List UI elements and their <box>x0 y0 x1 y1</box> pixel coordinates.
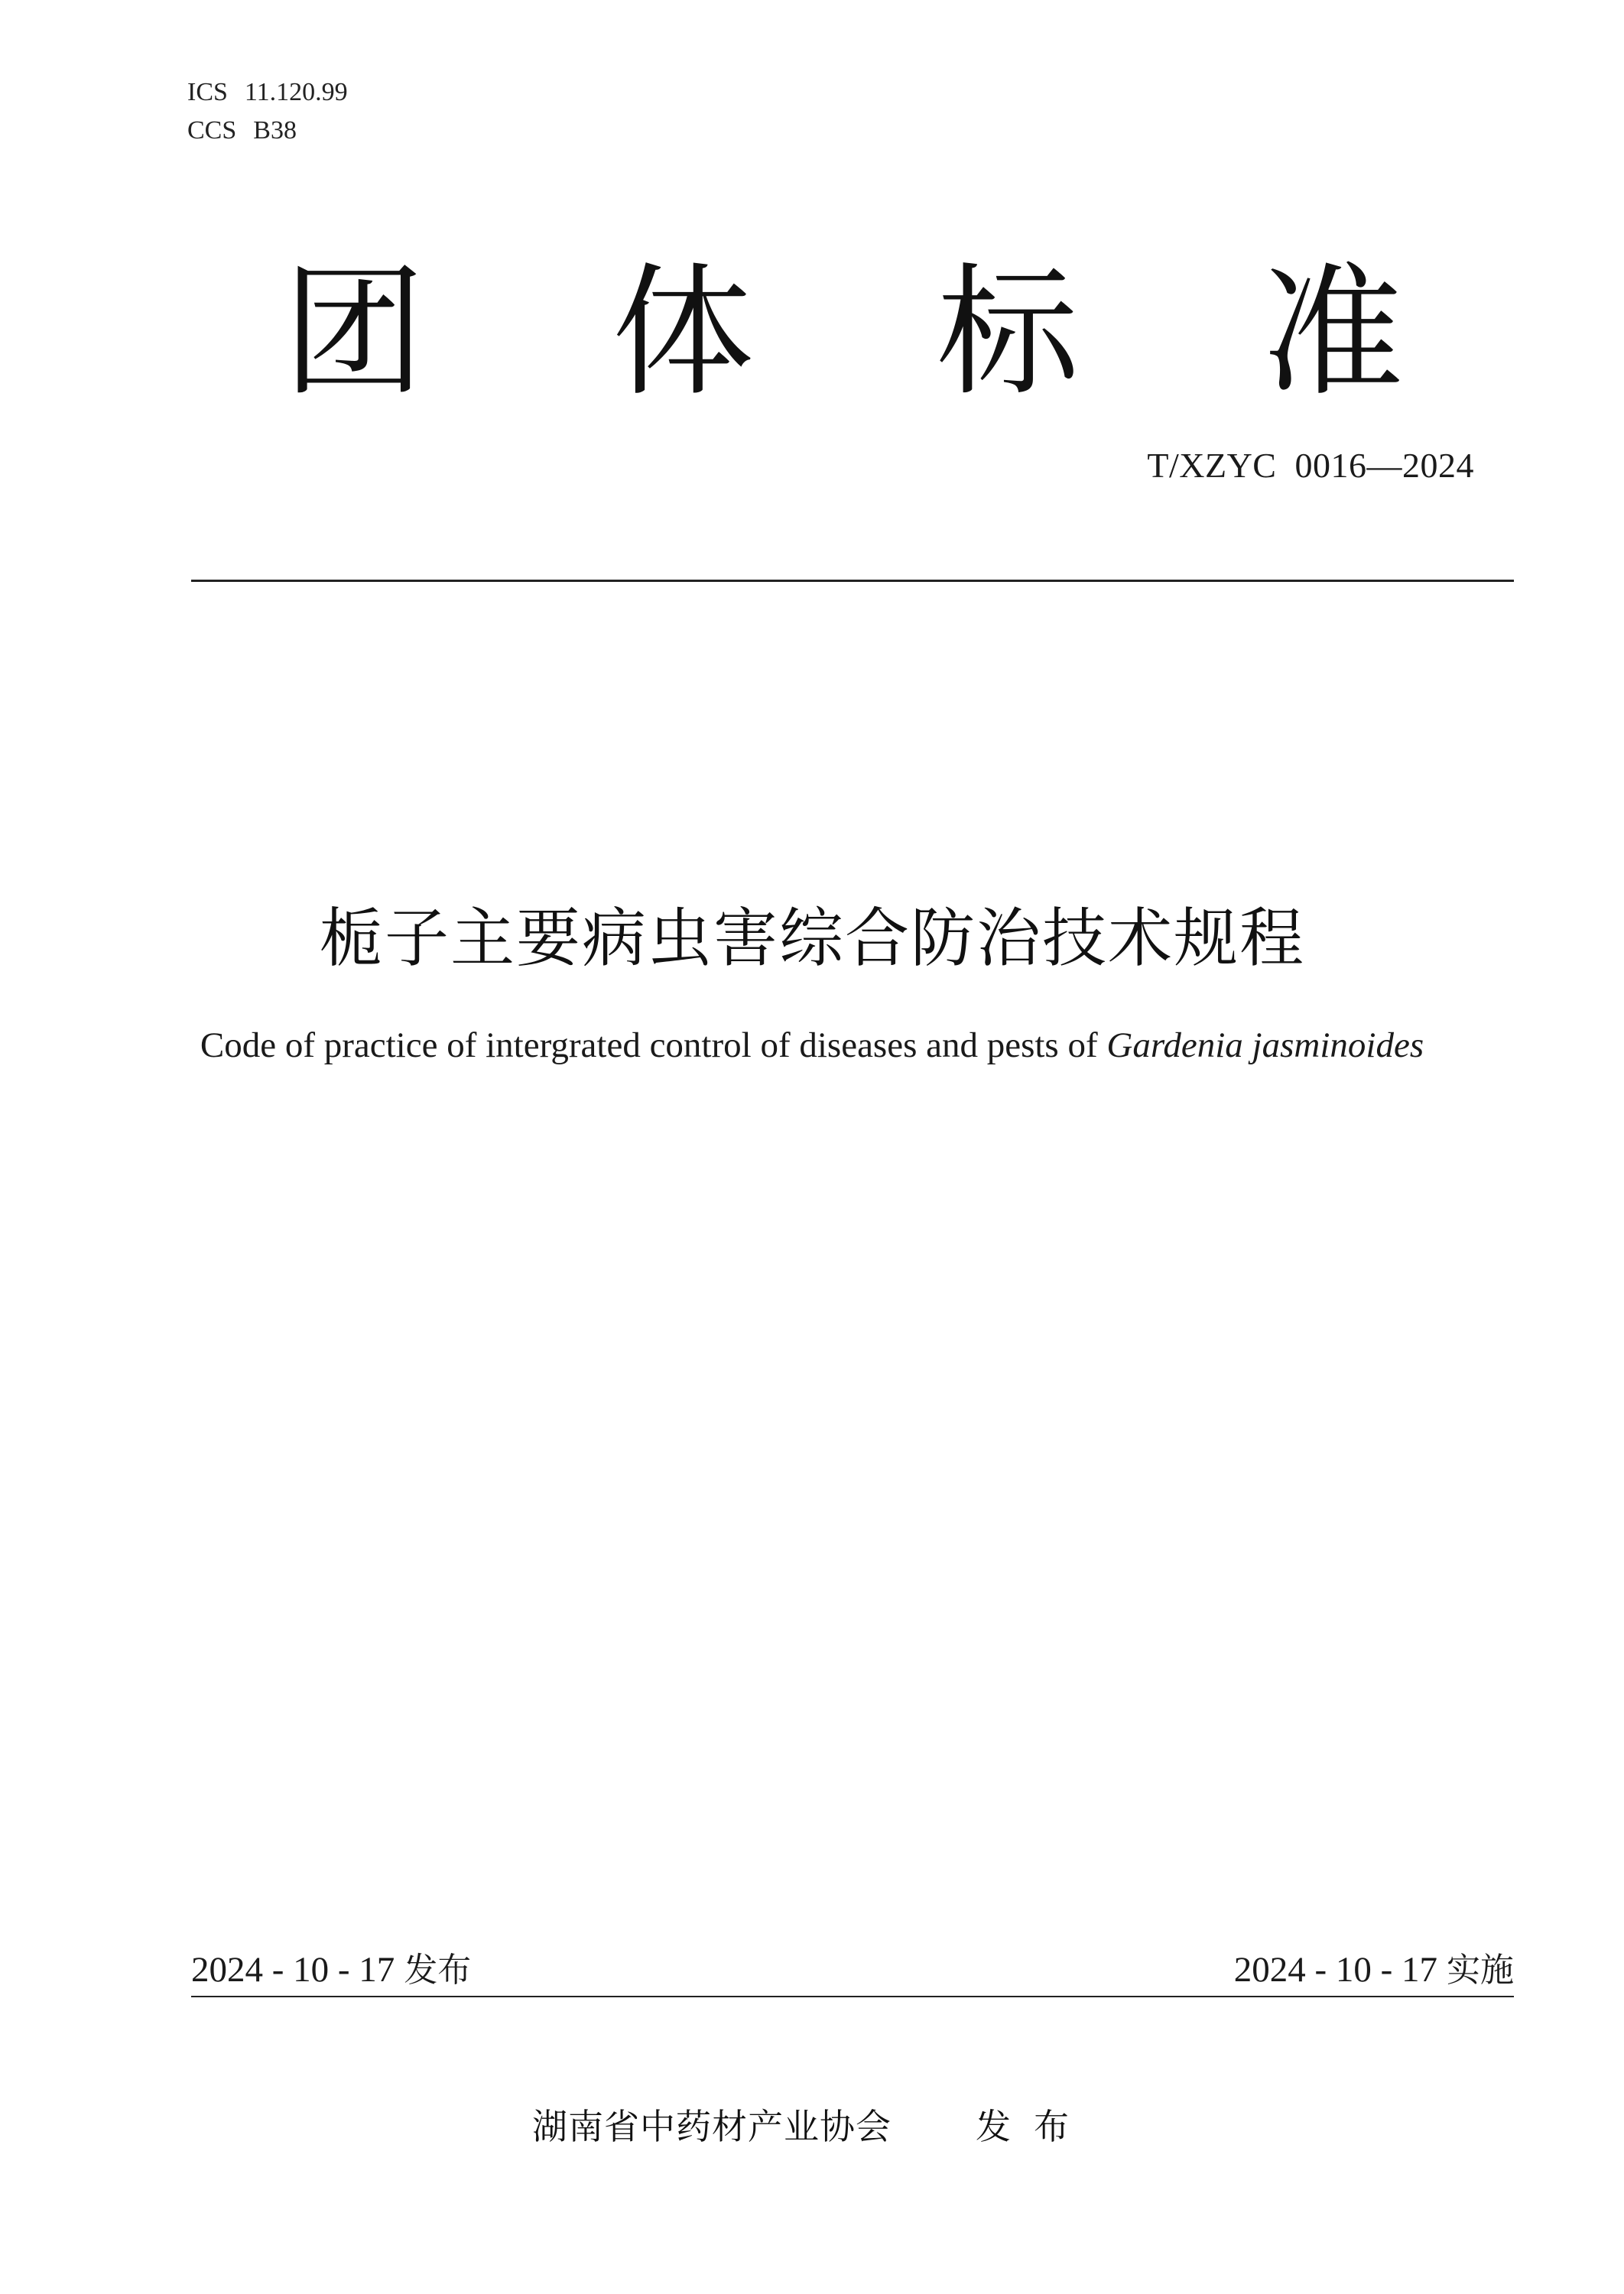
doc-type-char-4: 准 <box>1262 249 1405 415</box>
doc-type-char-2: 体 <box>612 249 755 415</box>
title-english-text: Code of practice of intergrated control of diseases and pests of <box>200 1025 1107 1065</box>
doc-type-char-1: 团 <box>283 249 426 415</box>
ics-label: ICS <box>187 78 228 106</box>
publish-date <box>191 1942 471 1991</box>
title-english <box>0 1025 1624 1066</box>
header-divider <box>191 580 1514 582</box>
ics-value: 11.120.99 <box>244 78 348 106</box>
ics-row <box>187 73 348 112</box>
implement-date-value: 2024 - 10 - 17 <box>1233 1950 1437 1990</box>
title-chinese: 栀子主要病虫害综合防治技术规程 <box>318 901 1305 976</box>
implement-date <box>1234 1942 1514 1991</box>
publish-date-value: 2024 - 10 - 17 <box>191 1950 395 1990</box>
ccs-label: CCS <box>187 116 237 145</box>
publish-date-label: 发布 <box>404 1951 472 1990</box>
standard-number: T/XZYC 0016—2024 <box>1147 446 1474 485</box>
title-english-species: Gardenia jasminoides <box>1106 1025 1424 1065</box>
ccs-value: B38 <box>253 116 297 145</box>
footer-divider <box>191 1996 1514 1997</box>
classification-codes <box>187 73 348 150</box>
document-type-heading <box>0 249 1624 415</box>
implement-date-label: 实施 <box>1447 1951 1514 1990</box>
publisher-line <box>0 2099 1624 2149</box>
publisher-action: 发布 <box>976 2106 1092 2147</box>
doc-type-char-3: 标 <box>937 249 1080 415</box>
ccs-row <box>187 112 348 150</box>
publisher-organization: 湖南省中药材产业协会 <box>532 2106 892 2147</box>
